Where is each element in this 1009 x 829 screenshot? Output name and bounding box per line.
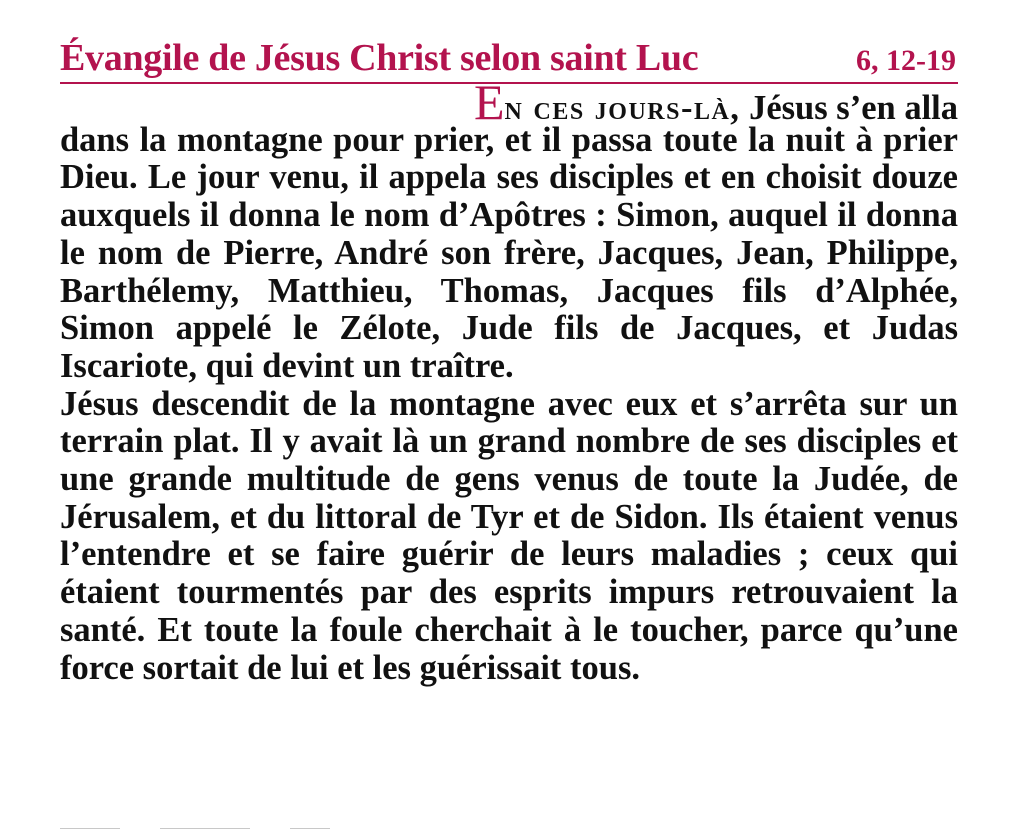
reading-header [60,30,958,84]
intro-rest: Jésus s’en alla [740,89,958,127]
paragraph-1-body: dans la montagne pour prier, et il passa toute la nuit à prier Dieu. Le jour venu, il appela ses disciples et en choisit douze auxquels il donna le nom d’Apôtres : Simon, auquel il donna le nom de Pierre, André son frère, Jacques, Jean, Philippe, Barthélemy, Matthieu, Thomas, Jacques fils d’Alphée, Simon appelé le Zélote, Jude fils de Jacques, et Judas Iscariote, qui devint un traître. [60,120,958,385]
reading-paragraph-1 [60,74,958,386]
drop-letter: E [473,74,505,130]
gospel-reference: 6, 12-19 [856,44,956,77]
reading-paragraph-2: Jésus descendit de la montagne avec eux et s’arrêta sur un terrain plat. Il y avait là un grand nombre de ses disciples et une grande multitude de gens venus de toute la Judée, de Jérusalem, et du littoral de Tyr et de Sidon. Ils étaient venus l’entendre et se faire guérir de leurs maladies ; ceux qui étaient tourmentés par des esprits impurs retrouvaient la santé. Et toute la foule cherchait à le toucher, parce qu’une force sortait de lui et les guérissait tous. [60,384,958,687]
reading-intro-line [60,74,958,130]
cropped-next-line [60,818,560,829]
intro-small-caps: n ces jours-là, [504,89,741,127]
reading-page [60,30,958,687]
gospel-title: Évangile de Jésus Christ selon saint Luc [60,37,699,79]
